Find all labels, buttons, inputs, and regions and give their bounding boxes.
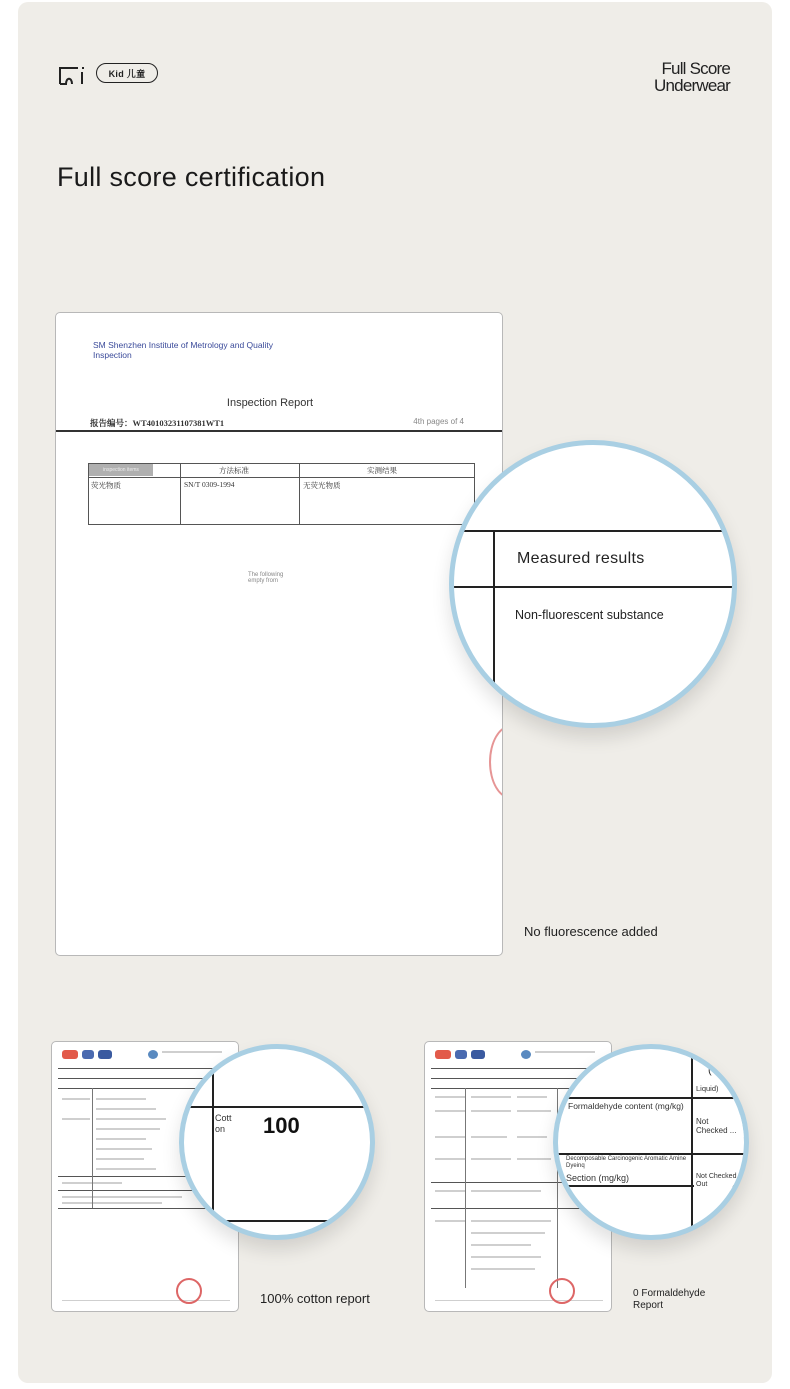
table-cell-item: 荧光物质 <box>91 481 121 490</box>
formaldehyde-value-line-2: Checked ... <box>696 1126 737 1135</box>
text-line <box>435 1190 465 1192</box>
magnifier-results <box>449 440 737 728</box>
page-info: 4th pages of 4 <box>413 417 464 426</box>
brand-logo-icon <box>58 62 88 86</box>
text-line <box>471 1158 511 1160</box>
results-table <box>88 463 475 525</box>
magnifier-amine-value <box>694 1171 749 1191</box>
table-cell-method: SN/T 0309-1994 <box>184 480 235 489</box>
magnifier-column-label: Measured results <box>517 550 645 567</box>
text-line <box>471 1220 551 1222</box>
text-line <box>471 1190 541 1192</box>
magnifier-value: Non-fluorescent substance <box>515 608 664 622</box>
text-line <box>471 1232 545 1234</box>
text-line <box>471 1268 535 1270</box>
text-line <box>471 1110 511 1112</box>
table-cell-result: 无荧光物质 <box>303 481 341 490</box>
text-line <box>96 1158 144 1160</box>
caption-cotton-report: 100% cotton report <box>260 1291 370 1306</box>
cotton-label-line-2: on <box>215 1124 226 1134</box>
cnas-logo-icon <box>82 1050 94 1059</box>
table-divider <box>299 464 300 524</box>
text-line <box>471 1136 507 1138</box>
amine-value-line-2: Out <box>696 1181 708 1188</box>
report-number: 报告编号：WT40103231107381WT1 <box>90 418 225 428</box>
caption-no-fluorescence: No fluorescence added <box>524 924 658 939</box>
inspection-report-document <box>55 312 503 956</box>
table-divider <box>180 464 181 524</box>
text-line <box>96 1128 160 1130</box>
caption-formaldehyde-line-1: 0 Formaldehyde <box>633 1288 706 1299</box>
cotton-label-line-1: Cott <box>215 1113 232 1123</box>
caption-formaldehyde-report <box>633 1288 705 1312</box>
empty-note <box>248 572 283 584</box>
table-rule <box>431 1068 607 1069</box>
magnifier-amine-label: Section (mg/kg) <box>566 1173 630 1183</box>
magnifier-liquid-label: Liquid) <box>696 1084 719 1093</box>
magnifier-rule <box>454 530 732 532</box>
text-line <box>535 1051 595 1053</box>
table-header-result: 实测结果 <box>367 466 397 475</box>
table-header-method: 方法标准 <box>219 466 249 475</box>
text-line <box>435 1220 465 1222</box>
text-line <box>435 1300 603 1301</box>
brand-line-1: Full Score <box>661 59 730 78</box>
report-title: Inspection Report <box>226 397 314 409</box>
header-divider <box>56 430 503 432</box>
page-title: Full score certification <box>57 162 326 192</box>
magnifier-column-divider <box>493 530 495 690</box>
magnifier-formaldehyde-value <box>694 1115 749 1137</box>
cma-logo-icon <box>435 1050 451 1059</box>
institute-logo-icon <box>521 1050 531 1059</box>
amine-value-line-1: Not Checked <box>696 1173 737 1180</box>
text-line <box>96 1098 146 1100</box>
official-stamp <box>489 725 503 799</box>
text-line <box>62 1098 90 1100</box>
magnifier-formaldehyde <box>553 1044 749 1240</box>
official-stamp <box>549 1278 575 1304</box>
magnifier-column-divider <box>212 1049 214 1240</box>
caption-formaldehyde-line-2: Report <box>633 1300 664 1311</box>
text-line <box>471 1256 541 1258</box>
table-header-item: inspection items <box>89 464 153 476</box>
brand-line-2: Underwear <box>654 76 730 95</box>
text-line <box>435 1096 465 1098</box>
text-line <box>517 1158 551 1160</box>
magnifier-cotton <box>179 1044 375 1240</box>
empty-note-line-2: empty from <box>248 578 279 584</box>
ilac-logo-icon <box>98 1050 112 1059</box>
text-line <box>96 1168 156 1170</box>
text-line <box>62 1196 182 1198</box>
text-line <box>435 1110 465 1112</box>
empty-note-line-1: The following <box>248 572 284 578</box>
text-line <box>96 1138 146 1140</box>
text-line <box>62 1300 230 1301</box>
institute-logo-icon <box>148 1050 158 1059</box>
magnifier-cotton-label <box>215 1113 232 1135</box>
text-line <box>96 1118 166 1120</box>
brand-title <box>590 60 730 94</box>
kid-badge: Kid 儿童 <box>96 63 158 83</box>
text-line <box>517 1096 547 1098</box>
text-line <box>471 1096 511 1098</box>
formaldehyde-value-line-1: Not <box>696 1117 709 1126</box>
text-line <box>517 1110 551 1112</box>
magnifier-column-divider <box>691 1049 693 1240</box>
table-rule <box>58 1068 234 1069</box>
text-line <box>96 1148 152 1150</box>
table-divider <box>92 1088 93 1208</box>
text-line <box>435 1136 465 1138</box>
institute-name: SM Shenzhen Institute of Metrology and Quality Inspection <box>93 340 274 360</box>
magnifier-top-right: ( 万 <box>708 1064 726 1076</box>
magnifier-rule <box>454 586 732 588</box>
magnifier-rule <box>558 1153 749 1155</box>
text-line <box>62 1118 90 1120</box>
ilac-logo-icon <box>471 1050 485 1059</box>
text-line <box>62 1202 162 1204</box>
cma-logo-icon <box>62 1050 78 1059</box>
text-line <box>471 1244 531 1246</box>
text-line <box>435 1158 465 1160</box>
table-divider <box>465 1088 466 1288</box>
text-line <box>517 1136 547 1138</box>
page-background <box>18 2 772 1383</box>
magnifier-formaldehyde-label: Formaldehyde content (mg/kg) <box>568 1101 684 1111</box>
magnifier-amine-label-small: Decomposable Carcinogenic Aromatic Amine Dyeinq <box>566 1156 687 1169</box>
official-stamp <box>176 1278 202 1304</box>
magnifier-rule <box>558 1097 749 1099</box>
text-line <box>96 1108 156 1110</box>
magnifier-cotton-value: 100 <box>263 1113 300 1138</box>
cnas-logo-icon <box>455 1050 467 1059</box>
